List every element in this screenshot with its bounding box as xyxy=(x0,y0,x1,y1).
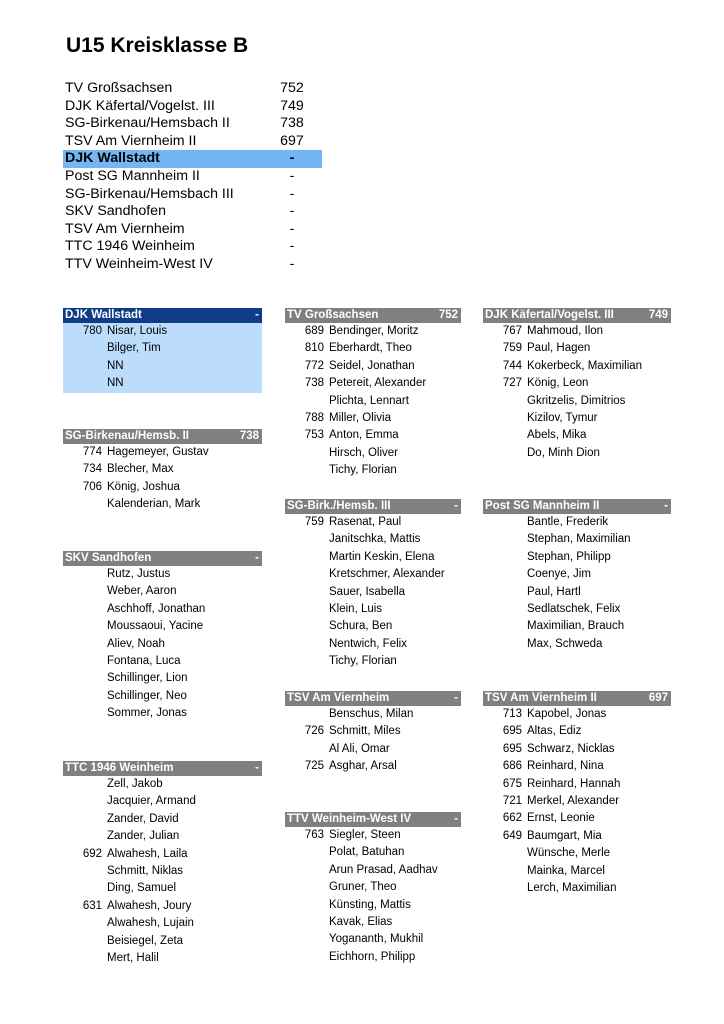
standings-team-score: 738 xyxy=(280,115,304,132)
player-row xyxy=(285,358,461,375)
player-rating: 727 xyxy=(502,377,522,390)
player-row xyxy=(285,741,461,758)
player-name: König, Leon xyxy=(527,377,589,390)
team-score: - xyxy=(454,813,458,825)
player-name: NN xyxy=(107,359,124,372)
player-row xyxy=(285,584,461,601)
player-name: Zander, Julian xyxy=(107,830,180,843)
team-header xyxy=(483,499,671,514)
player-row xyxy=(483,410,671,427)
team-header xyxy=(285,499,461,514)
player-row xyxy=(285,549,461,566)
player-row xyxy=(63,688,262,705)
team-name: DJK Wallstadt xyxy=(65,309,142,321)
standings-team-name: SKV Sandhofen xyxy=(65,203,166,220)
player-name: Moussaoui, Yacine xyxy=(107,620,204,633)
team-name: TTV Weinheim-West IV xyxy=(287,813,412,825)
player-name: Merkel, Alexander xyxy=(527,794,620,807)
player-row xyxy=(63,323,262,340)
standings-team-name: DJK Käfertal/Vogelst. III xyxy=(65,97,215,114)
player-rating: 692 xyxy=(82,847,102,860)
player-row xyxy=(63,653,262,670)
player-row xyxy=(63,358,262,375)
standings-team-name: SG-Birkenau/Hemsbach II xyxy=(65,115,230,132)
player-row xyxy=(63,496,262,513)
player-row xyxy=(285,462,461,479)
player-row xyxy=(483,758,671,775)
player-name: Reinhard, Hannah xyxy=(527,777,621,790)
player-row xyxy=(63,811,262,828)
player-name: Rasenat, Paul xyxy=(329,516,402,528)
team-score: 738 xyxy=(239,430,259,442)
player-rating: 706 xyxy=(82,480,102,493)
standings-row xyxy=(63,256,322,274)
standings-team-score: - xyxy=(289,238,295,255)
player-rating: 662 xyxy=(502,812,522,825)
team-score: 749 xyxy=(648,309,668,321)
player-row xyxy=(483,776,671,793)
player-row xyxy=(483,845,671,862)
team-header xyxy=(63,429,262,444)
team-header xyxy=(483,308,671,323)
player-name: Kokerbeck, Maximilian xyxy=(527,359,643,372)
player-row xyxy=(63,776,262,793)
player-name: Aliev, Noah xyxy=(107,637,165,650)
player-row xyxy=(63,340,262,357)
player-row xyxy=(483,810,671,827)
player-name: Zander, David xyxy=(107,812,179,825)
player-row xyxy=(63,636,262,653)
player-rating: 713 xyxy=(502,708,522,720)
player-name: Schwarz, Nicklas xyxy=(527,742,615,755)
player-name: Al Ali, Omar xyxy=(329,742,390,755)
player-name: Eichhorn, Philipp xyxy=(329,950,416,963)
team-name: TTC 1946 Weinheim xyxy=(65,762,174,774)
player-name: Mahmoud, Ilon xyxy=(527,325,604,337)
player-name: Stephan, Maximilian xyxy=(527,533,631,546)
player-row xyxy=(285,827,461,844)
player-name: Petereit, Alexander xyxy=(329,377,427,390)
player-name: Siegler, Steen xyxy=(329,829,401,841)
player-name: Arun Prasad, Aadhav xyxy=(329,863,438,876)
team-block-ttc-weinheim xyxy=(63,761,262,967)
team-score: - xyxy=(255,762,259,774)
player-row xyxy=(483,741,671,758)
player-name: Altas, Ediz xyxy=(527,725,582,738)
team-score: - xyxy=(454,692,458,704)
standings-team-score: 749 xyxy=(280,97,304,114)
player-row xyxy=(63,479,262,496)
player-row xyxy=(285,706,461,723)
player-row xyxy=(285,445,461,462)
standings-team-name: DJK Wallstadt xyxy=(65,150,160,167)
player-rating: 780 xyxy=(82,325,102,337)
player-name: Janitschka, Mattis xyxy=(329,533,421,546)
player-row xyxy=(483,531,671,548)
player-name: Blecher, Max xyxy=(107,463,174,476)
player-name: Reinhard, Nina xyxy=(527,760,604,773)
player-name: Eberhardt, Theo xyxy=(329,342,412,355)
player-name: Beisiegel, Zeta xyxy=(107,934,184,947)
player-rating: 774 xyxy=(82,446,102,458)
team-block-tv-grosssachsen xyxy=(285,308,461,480)
player-name: Kretschmer, Alexander xyxy=(329,568,445,581)
standings-row xyxy=(63,221,322,239)
player-row xyxy=(483,601,671,618)
player-row xyxy=(285,844,461,861)
player-name: Schillinger, Lion xyxy=(107,672,188,685)
player-name: NN xyxy=(107,377,124,390)
player-name: Schura, Ben xyxy=(329,620,393,633)
team-header xyxy=(285,308,461,323)
standings-team-score: - xyxy=(289,185,295,202)
player-name: Coenye, Jim xyxy=(527,568,591,581)
player-rating: 686 xyxy=(502,760,522,773)
player-row xyxy=(63,618,262,635)
standings-row xyxy=(63,238,322,256)
standings-row xyxy=(63,80,322,98)
player-row xyxy=(483,445,671,462)
player-row xyxy=(285,897,461,914)
player-row xyxy=(63,880,262,897)
team-score: 697 xyxy=(648,692,668,704)
standings-team-name: TSV Am Viernheim xyxy=(65,220,185,237)
team-name: TSV Am Viernheim xyxy=(287,692,390,704)
player-name: Paul, Hartl xyxy=(527,585,581,598)
player-row xyxy=(63,375,262,392)
team-block-sg-birkenau-iii xyxy=(285,499,461,671)
player-row xyxy=(483,863,671,880)
team-block-skv-sandhofen xyxy=(63,551,262,723)
standings-table xyxy=(63,80,322,274)
player-name: Nentwich, Felix xyxy=(329,637,407,650)
player-row xyxy=(285,393,461,410)
player-name: Bantle, Frederik xyxy=(527,516,609,528)
player-rating: 695 xyxy=(502,742,522,755)
player-rating: 738 xyxy=(304,377,324,390)
player-row xyxy=(483,706,671,723)
team-score: - xyxy=(255,552,259,564)
player-name: Künsting, Mattis xyxy=(329,898,411,911)
player-name: Anton, Emma xyxy=(329,429,399,442)
player-row xyxy=(285,340,461,357)
player-rating: 772 xyxy=(304,359,324,372)
team-block-tsv-viernheim-ii xyxy=(483,691,671,897)
player-rating: 753 xyxy=(304,429,324,442)
player-row xyxy=(63,566,262,583)
player-name: Klein, Luis xyxy=(329,602,383,615)
player-name: Zell, Jakob xyxy=(107,778,163,790)
team-header xyxy=(285,812,461,827)
player-name: Max, Schweda xyxy=(527,637,603,650)
player-name: Yogananth, Mukhil xyxy=(329,933,424,946)
player-row xyxy=(483,584,671,601)
player-name: Baumgart, Mia xyxy=(527,829,602,842)
standings-team-score: - xyxy=(289,150,295,167)
player-row xyxy=(483,566,671,583)
player-row xyxy=(483,323,671,340)
player-rating: 721 xyxy=(502,794,522,807)
team-name: DJK Käfertal/Vogelst. III xyxy=(485,309,614,321)
player-row xyxy=(285,531,461,548)
team-header xyxy=(63,308,262,323)
player-name: Benschus, Milan xyxy=(329,708,414,720)
team-score: - xyxy=(454,500,458,512)
player-row xyxy=(483,793,671,810)
standings-team-name: SG-Birkenau/Hemsbach III xyxy=(65,185,234,202)
player-row xyxy=(285,758,461,775)
player-row xyxy=(483,358,671,375)
team-name: SG-Birkenau/Hemsb. II xyxy=(65,430,189,442)
team-block-post-sg-mannheim-ii xyxy=(483,499,671,653)
team-block-sg-birkenau-ii xyxy=(63,429,262,514)
player-rating: 631 xyxy=(82,899,102,912)
player-row xyxy=(63,583,262,600)
player-name: Mainka, Marcel xyxy=(527,864,605,877)
player-row xyxy=(285,879,461,896)
player-name: Ding, Samuel xyxy=(107,882,177,895)
player-name: Stephan, Philipp xyxy=(527,550,611,563)
player-row xyxy=(483,549,671,566)
player-rating: 767 xyxy=(502,325,522,337)
player-name: Seidel, Jonathan xyxy=(329,359,415,372)
player-name: Aschhoff, Jonathan xyxy=(107,602,206,615)
player-rating: 695 xyxy=(502,725,522,738)
standings-team-name: TTV Weinheim-West IV xyxy=(65,255,213,272)
player-rating: 759 xyxy=(502,342,522,355)
player-name: Alwahesh, Joury xyxy=(107,899,192,912)
player-row xyxy=(63,601,262,618)
team-name: SKV Sandhofen xyxy=(65,552,152,564)
player-row xyxy=(63,846,262,863)
player-rating: 744 xyxy=(502,359,522,372)
player-name: Wünsche, Merle xyxy=(527,847,611,860)
player-row xyxy=(483,393,671,410)
player-name: Sauer, Isabella xyxy=(329,585,406,598)
player-name: Do, Minh Dion xyxy=(527,446,600,459)
team-score: - xyxy=(664,500,668,512)
standings-row xyxy=(63,115,322,133)
team-block-djk-kaefertal-iii xyxy=(483,308,671,462)
player-rating: 726 xyxy=(304,725,324,738)
player-name: Alwahesh, Lujain xyxy=(107,917,194,930)
standings-team-score: - xyxy=(289,255,295,272)
player-name: Bilger, Tim xyxy=(107,342,161,355)
player-rating: 725 xyxy=(304,760,324,773)
player-row xyxy=(285,653,461,670)
player-row xyxy=(63,670,262,687)
player-name: Kalenderian, Mark xyxy=(107,498,201,511)
player-rating: 675 xyxy=(502,777,522,790)
page-title: U15 Kreisklasse B xyxy=(66,34,249,57)
player-name: Paul, Hagen xyxy=(527,342,591,355)
player-row xyxy=(63,828,262,845)
player-row xyxy=(285,375,461,392)
player-row xyxy=(285,636,461,653)
player-name: Maximilian, Brauch xyxy=(527,620,625,633)
player-name: Hirsch, Oliver xyxy=(329,446,399,459)
player-row xyxy=(63,461,262,478)
player-row xyxy=(285,323,461,340)
standings-team-name: TV Großsachsen xyxy=(65,80,173,96)
player-row xyxy=(483,427,671,444)
player-name: Plichta, Lennart xyxy=(329,394,409,407)
standings-row xyxy=(63,133,322,151)
player-row xyxy=(483,618,671,635)
player-row xyxy=(483,828,671,845)
player-row xyxy=(63,444,262,461)
player-row xyxy=(285,514,461,531)
player-row xyxy=(63,793,262,810)
team-header xyxy=(285,691,461,706)
player-rating: 759 xyxy=(304,516,324,528)
player-row xyxy=(483,340,671,357)
player-row xyxy=(285,410,461,427)
player-name: Kapobel, Jonas xyxy=(527,708,607,720)
player-name: Hagemeyer, Gustav xyxy=(107,446,209,458)
team-name: Post SG Mannheim II xyxy=(485,500,600,512)
player-name: Kizilov, Tymur xyxy=(527,411,598,424)
standings-row xyxy=(63,98,322,116)
player-row xyxy=(285,427,461,444)
standings-team-score: - xyxy=(289,167,295,184)
player-name: Sedlatschek, Felix xyxy=(527,602,621,615)
player-name: Tichy, Florian xyxy=(329,464,397,477)
team-name: TV Großsachsen xyxy=(287,309,379,321)
player-row xyxy=(483,723,671,740)
player-row xyxy=(63,863,262,880)
player-rating: 734 xyxy=(82,463,102,476)
player-name: Miller, Olivia xyxy=(329,411,391,424)
standings-row xyxy=(63,168,322,186)
player-name: Weber, Aaron xyxy=(107,585,177,598)
player-rating: 763 xyxy=(304,829,324,841)
player-name: Lerch, Maximilian xyxy=(527,881,617,894)
player-row xyxy=(63,933,262,950)
player-name: König, Joshua xyxy=(107,480,180,493)
player-name: Bendinger, Moritz xyxy=(329,325,419,337)
player-name: Abels, Mika xyxy=(527,429,587,442)
player-row xyxy=(483,514,671,531)
player-name: Mert, Halil xyxy=(107,951,159,964)
player-name: Schmitt, Niklas xyxy=(107,864,184,877)
standings-team-name: Post SG Mannheim II xyxy=(65,167,200,184)
player-row xyxy=(483,375,671,392)
player-row xyxy=(63,705,262,722)
player-name: Fontana, Luca xyxy=(107,654,181,667)
standings-team-name: TTC 1946 Weinheim xyxy=(65,238,195,255)
standings-team-name: TSV Am Viernheim II xyxy=(65,132,197,149)
team-block-tsv-viernheim xyxy=(285,691,461,776)
team-name: SG-Birk./Hemsb. III xyxy=(287,500,391,512)
player-name: Gkritzelis, Dimitrios xyxy=(527,394,626,407)
player-row xyxy=(285,601,461,618)
player-name: Tichy, Florian xyxy=(329,655,397,668)
player-name: Schillinger, Neo xyxy=(107,689,187,702)
player-name: Asghar, Arsal xyxy=(329,760,397,773)
standings-team-score: - xyxy=(289,203,295,220)
player-rating: 649 xyxy=(502,829,522,842)
player-name: Alwahesh, Laila xyxy=(107,847,188,860)
player-name: Rutz, Justus xyxy=(107,568,171,580)
standings-row-highlighted xyxy=(63,150,322,168)
player-name: Sommer, Jonas xyxy=(107,707,187,720)
team-block-ttv-weinheim-west-iv xyxy=(285,812,461,966)
team-score: 752 xyxy=(438,309,458,321)
standings-team-score: 697 xyxy=(280,132,304,149)
player-row xyxy=(483,636,671,653)
player-name: Kavak, Elias xyxy=(329,915,393,928)
player-rating: 810 xyxy=(304,342,324,355)
standings-team-score: - xyxy=(289,220,295,237)
team-header xyxy=(483,691,671,706)
player-name: Polat, Batuhan xyxy=(329,846,405,859)
player-row xyxy=(285,566,461,583)
player-rating: 689 xyxy=(304,325,324,337)
player-row xyxy=(63,915,262,932)
player-row xyxy=(285,931,461,948)
player-name: Schmitt, Miles xyxy=(329,725,401,738)
standings-row xyxy=(63,203,322,221)
player-name: Nisar, Louis xyxy=(107,325,168,337)
team-block-djk-wallstadt xyxy=(63,308,262,393)
standings-row xyxy=(63,186,322,204)
player-name: Jacquier, Armand xyxy=(107,795,196,808)
player-name: Martin Keskin, Elena xyxy=(329,550,435,563)
player-name: Ernst, Leonie xyxy=(527,812,595,825)
player-row xyxy=(285,723,461,740)
player-row xyxy=(285,862,461,879)
player-row xyxy=(285,949,461,966)
team-score: - xyxy=(255,309,259,321)
player-row xyxy=(285,914,461,931)
player-name: Gruner, Theo xyxy=(329,881,397,894)
player-rating: 788 xyxy=(304,411,324,424)
player-row xyxy=(63,950,262,967)
team-name: TSV Am Viernheim II xyxy=(485,692,597,704)
team-header xyxy=(63,551,262,566)
player-row xyxy=(483,880,671,897)
standings-team-score: 752 xyxy=(280,80,304,96)
player-row xyxy=(63,898,262,915)
team-header xyxy=(63,761,262,776)
player-row xyxy=(285,618,461,635)
